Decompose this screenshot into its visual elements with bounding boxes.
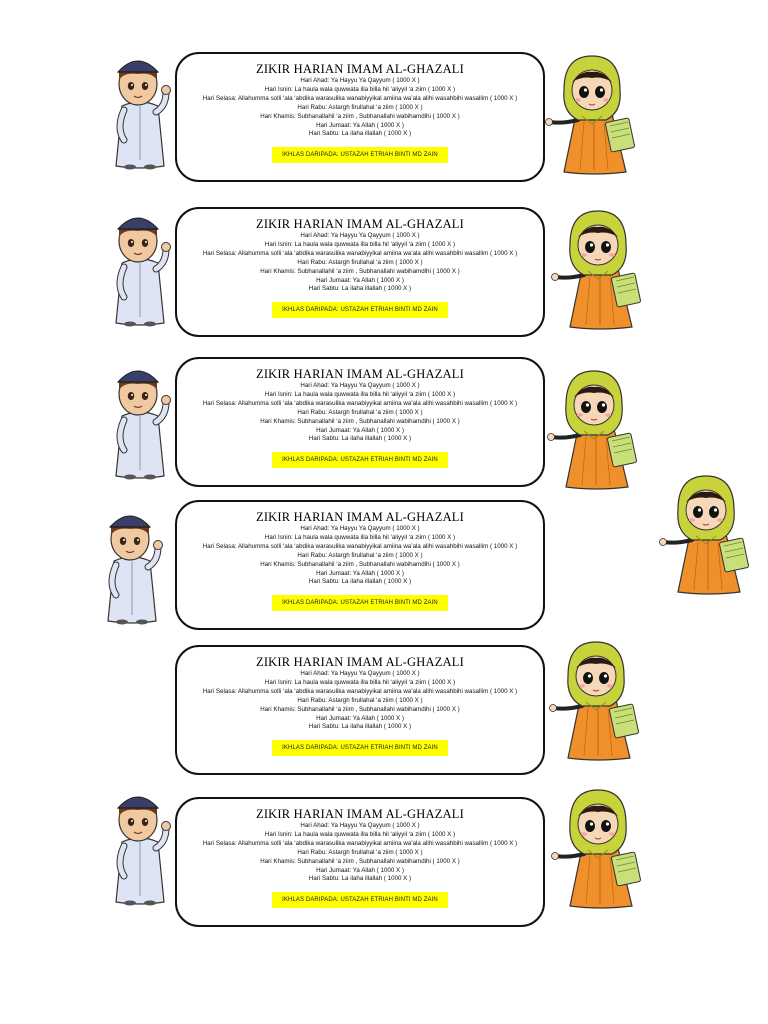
- credit-label: IKHLAS DARIPADA: USTAZAH ETRIAH BINTI MD ZAIN: [272, 147, 448, 163]
- girl-hijab-cartoon-icon: [542, 50, 638, 176]
- credit-label: IKHLAS DARIPADA: USTAZAH ETRIAH BINTI MD ZAIN: [272, 452, 448, 468]
- girl-hijab-cartoon-icon: [656, 470, 752, 596]
- zikir-line: Hari Jumaat: Ya Allah ( 1000 X ): [316, 866, 404, 874]
- credit-label: IKHLAS DARIPADA: USTAZAH ETRIAH BINTI MD ZAIN: [272, 740, 448, 756]
- zikir-list: [177, 382, 543, 444]
- card-title: ZIKIR HARIAN IMAM AL-GHAZALI: [255, 655, 464, 669]
- girl-hijab-cartoon-icon: [546, 636, 642, 762]
- zikir-line: Hari Selasa: Allahumma solli ‘ala ‘abdika warasulika wanabiyyikal amiina wa’ala alihi wasahbihi wasallim ( 1000 X ): [202, 542, 518, 550]
- zikir-line: Hari Khamis: Subhanallahil ‘a ziim , Subhanallahi wabihamdihi ( 1000 X ): [260, 417, 460, 425]
- card-title: ZIKIR HARIAN IMAM AL-GHAZALI: [255, 62, 464, 76]
- card-title: ZIKIR HARIAN IMAM AL-GHAZALI: [255, 510, 464, 524]
- zikir-line: Hari Rabu: Astargh firullahal ‘a ziim ( 1000 X ): [297, 848, 423, 856]
- zikir-line: Hari Rabu: Astargh firullahal ‘a ziim ( 1000 X ): [297, 696, 423, 704]
- zikir-line: Hari Jumaat: Ya Allah ( 1000 X ): [316, 569, 404, 577]
- credit-label: IKHLAS DARIPADA: USTAZAH ETRIAH BINTI MD ZAIN: [272, 892, 448, 908]
- boy-cartoon-icon: [104, 358, 176, 480]
- zikir-line: Hari Khamis: Subhanallahil ‘a ziim , Subhanallahi wabihamdihi ( 1000 X ): [260, 267, 460, 275]
- zikir-line: Hari Isnin: La haula wala quwwata illa billa hil ‘aliyyil ‘a ziim ( 1000 X ): [264, 533, 456, 541]
- zikir-line: Hari Ahad: Ya Hayyu Ya Qayyum ( 1000 X ): [300, 670, 420, 677]
- boy-cartoon-icon: [104, 48, 176, 170]
- zikir-line: Hari Isnin: La haula wala quwwata illa billa hil ‘aliyyil ‘a ziim ( 1000 X ): [264, 240, 456, 248]
- girl-hijab-cartoon-icon: [544, 365, 640, 491]
- zikir-list: [177, 822, 543, 884]
- zikir-line: Hari Sabtu: La ilaha illallah ( 1000 X ): [308, 723, 412, 731]
- zikir-card: [175, 52, 545, 182]
- boy-cartoon-icon: [96, 503, 168, 625]
- zikir-line: Hari Sabtu: La ilaha illallah ( 1000 X ): [308, 130, 412, 138]
- card-title: ZIKIR HARIAN IMAM AL-GHAZALI: [255, 807, 464, 821]
- zikir-line: Hari Khamis: Subhanallahil ‘a ziim , Subhanallahi wabihamdihi ( 1000 X ): [260, 857, 460, 865]
- girl-hijab-cartoon-icon: [548, 205, 644, 331]
- zikir-line: Hari Sabtu: La ilaha illallah ( 1000 X ): [308, 285, 412, 293]
- zikir-line: Hari Sabtu: La ilaha illallah ( 1000 X ): [308, 435, 412, 443]
- credit-label: IKHLAS DARIPADA: USTAZAH ETRIAH BINTI MD ZAIN: [272, 302, 448, 318]
- zikir-line: Hari Selasa: Allahumma solli ‘ala ‘abdika warasulika wanabiyyikal amiina wa’ala alihi wasahbihi wasallim ( 1000 X ): [202, 249, 518, 257]
- zikir-line: Hari Isnin: La haula wala quwwata illa billa hil ‘aliyyil ‘a ziim ( 1000 X ): [264, 85, 456, 93]
- zikir-line: Hari Khamis: Subhanallahil ‘a ziim , Subhanallahi wabihamdihi ( 1000 X ): [260, 112, 460, 120]
- boy-cartoon-icon: [104, 784, 176, 906]
- zikir-card: [175, 500, 545, 630]
- card-title: ZIKIR HARIAN IMAM AL-GHAZALI: [255, 367, 464, 381]
- zikir-line: Hari Khamis: Subhanallahil ‘a ziim , Subhanallahi wabihamdihi ( 1000 X ): [260, 705, 460, 713]
- zikir-line: Hari Ahad: Ya Hayyu Ya Qayyum ( 1000 X ): [300, 822, 420, 829]
- zikir-line: Hari Isnin: La haula wala quwwata illa billa hil ‘aliyyil ‘a ziim ( 1000 X ): [264, 678, 456, 686]
- zikir-list: [177, 525, 543, 587]
- zikir-line: Hari Ahad: Ya Hayyu Ya Qayyum ( 1000 X ): [300, 525, 420, 532]
- zikir-card: [175, 207, 545, 337]
- zikir-list: [177, 232, 543, 294]
- zikir-line: Hari Selasa: Allahumma solli ‘ala ‘abdika warasulika wanabiyyikal amiina wa’ala alihi wasahbihi wasallim ( 1000 X ): [202, 687, 518, 695]
- zikir-card: [175, 645, 545, 775]
- zikir-line: Hari Jumaat: Ya Allah ( 1000 X ): [316, 276, 404, 284]
- zikir-line: Hari Jumaat: Ya Allah ( 1000 X ): [316, 426, 404, 434]
- girl-hijab-cartoon-icon: [548, 784, 644, 910]
- zikir-line: Hari Sabtu: La ilaha illallah ( 1000 X ): [308, 578, 412, 586]
- card-title: ZIKIR HARIAN IMAM AL-GHAZALI: [255, 217, 464, 231]
- boy-cartoon-icon: [104, 205, 176, 327]
- zikir-line: Hari Rabu: Astargh firullahal ‘a ziim ( 1000 X ): [297, 408, 423, 416]
- zikir-line: Hari Rabu: Astargh firullahal ‘a ziim ( 1000 X ): [297, 103, 423, 111]
- zikir-list: [177, 670, 543, 732]
- zikir-line: Hari Ahad: Ya Hayyu Ya Qayyum ( 1000 X ): [300, 382, 420, 389]
- zikir-line: Hari Selasa: Allahumma solli ‘ala ‘abdika warasulika wanabiyyikal amiina wa’ala alihi wasahbihi wasallim ( 1000 X ): [202, 839, 518, 847]
- zikir-line: Hari Isnin: La haula wala quwwata illa billa hil ‘aliyyil ‘a ziim ( 1000 X ): [264, 830, 456, 838]
- zikir-line: Hari Selasa: Allahumma solli ‘ala ‘abdika warasulika wanabiyyikal amiina wa’ala alihi wasahbihi wasallim ( 1000 X ): [202, 94, 518, 102]
- zikir-card: [175, 357, 545, 487]
- zikir-line: Hari Rabu: Astargh firullahal ‘a ziim ( 1000 X ): [297, 551, 423, 559]
- zikir-line: Hari Selasa: Allahumma solli ‘ala ‘abdika warasulika wanabiyyikal amiina wa’ala alihi wasahbihi wasallim ( 1000 X ): [202, 399, 518, 407]
- zikir-card: [175, 797, 545, 927]
- zikir-line: Hari Rabu: Astargh firullahal ‘a ziim ( 1000 X ): [297, 258, 423, 266]
- zikir-line: Hari Isnin: La haula wala quwwata illa billa hil ‘aliyyil ‘a ziim ( 1000 X ): [264, 390, 456, 398]
- zikir-line: Hari Ahad: Ya Hayyu Ya Qayyum ( 1000 X ): [300, 77, 420, 84]
- zikir-line: Hari Sabtu: La ilaha illallah ( 1000 X ): [308, 875, 412, 883]
- zikir-list: [177, 77, 543, 139]
- zikir-line: Hari Khamis: Subhanallahil ‘a ziim , Subhanallahi wabihamdihi ( 1000 X ): [260, 560, 460, 568]
- zikir-line: Hari Ahad: Ya Hayyu Ya Qayyum ( 1000 X ): [300, 232, 420, 239]
- zikir-line: Hari Jumaat: Ya Allah ( 1000 X ): [316, 714, 404, 722]
- zikir-line: Hari Jumaat: Ya Allah ( 1000 X ): [316, 121, 404, 129]
- credit-label: IKHLAS DARIPADA: USTAZAH ETRIAH BINTI MD ZAIN: [272, 595, 448, 611]
